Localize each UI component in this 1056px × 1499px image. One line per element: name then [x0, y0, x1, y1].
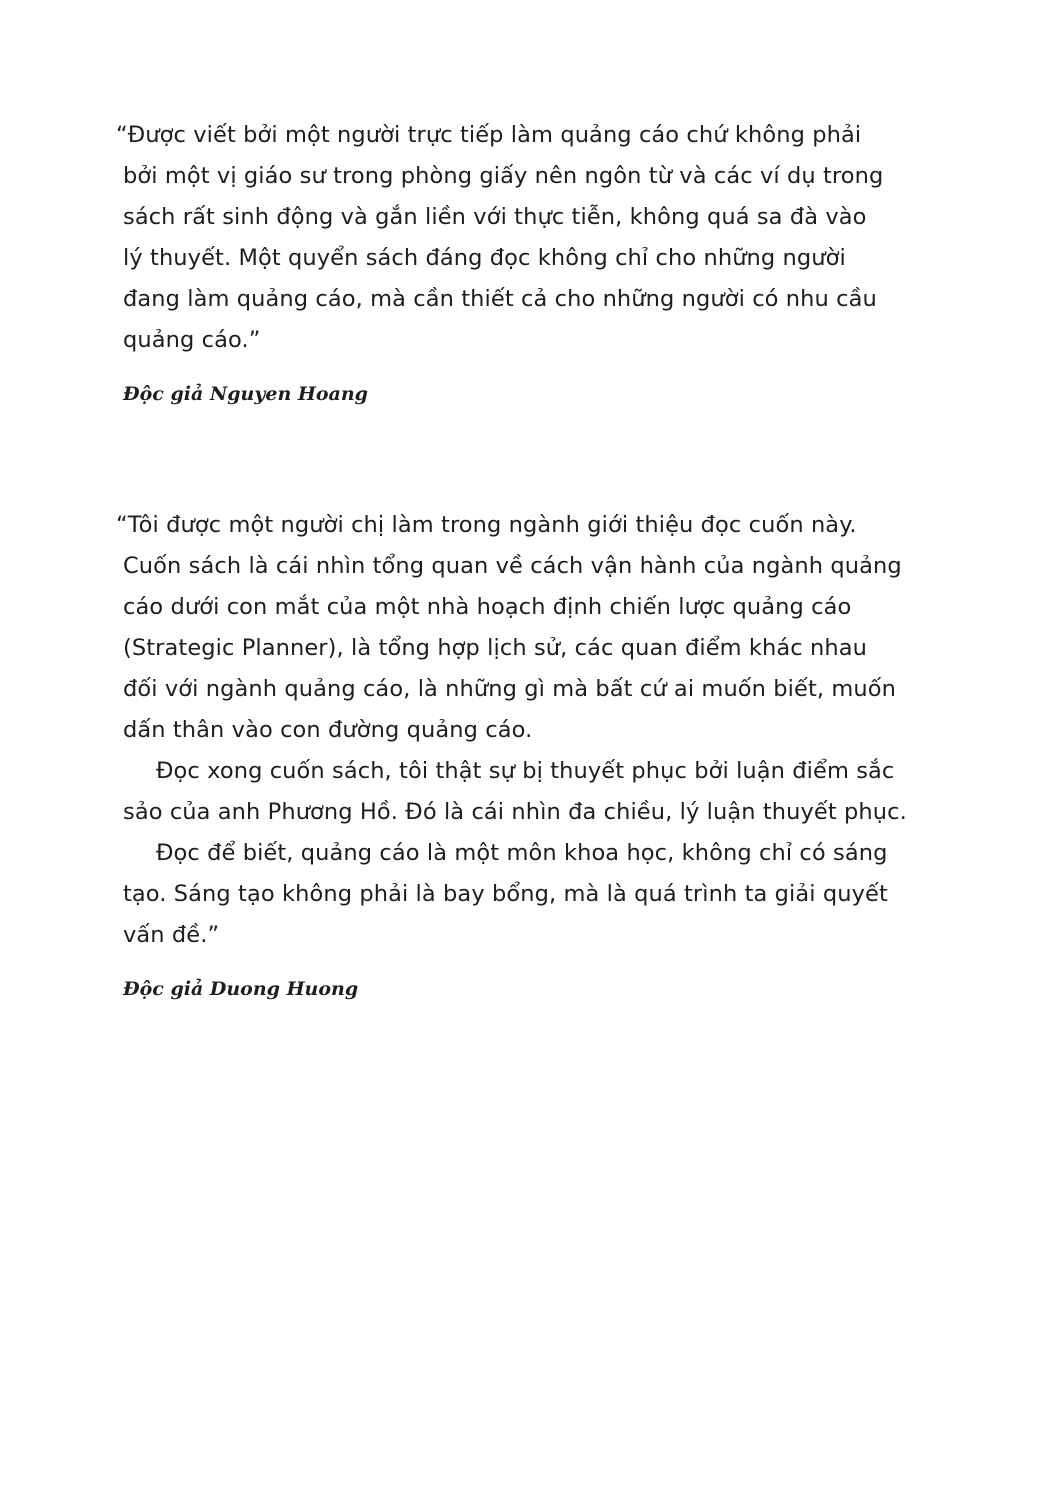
- quote-line: sách rất sinh động và gắn liền với thực tiễn, không quá sa đà vào: [123, 204, 867, 230]
- quote-line: dấn thân vào con đường quảng cáo.: [123, 717, 533, 743]
- quote-line: “Tôi được một người chị làm trong ngành giới thiệu đọc cuốn này.: [116, 512, 857, 538]
- testimonial-quote: [116, 115, 928, 361]
- quote-line: bởi một vị giáo sư trong phòng giấy nên ngôn từ và các ví dụ trong: [123, 163, 884, 189]
- testimonial-quote: [116, 505, 928, 956]
- reader-attribution: Độc giả Duong Huong: [123, 978, 359, 1000]
- quote-line: đang làm quảng cáo, mà cần thiết cả cho những người có nhu cầu: [123, 286, 877, 312]
- quote-line: Cuốn sách là cái nhìn tổng quan về cách vận hành của ngành quảng: [123, 553, 902, 579]
- quote-line: Đọc để biết, quảng cáo là một môn khoa học, không chỉ có sáng: [156, 840, 888, 866]
- quote-line: vấn đề.”: [123, 922, 220, 948]
- quote-line: sảo của anh Phương Hồ. Đó là cái nhìn đa chiều, lý luận thuyết phục.: [123, 799, 907, 825]
- quote-line: đối với ngành quảng cáo, là những gì mà bất cứ ai muốn biết, muốn: [123, 676, 896, 702]
- quote-line: cáo dưới con mắt của một nhà hoạch định chiến lược quảng cáo: [123, 594, 852, 620]
- testimonial-duong-huong: [116, 505, 928, 1002]
- testimonial-nguyen-hoang: [116, 115, 928, 407]
- quote-line: lý thuyết. Một quyển sách đáng đọc không chỉ cho những người: [123, 245, 846, 271]
- quote-line: tạo. Sáng tạo không phải là bay bổng, mà là quá trình ta giải quyết: [123, 881, 888, 907]
- quote-line: “Được viết bởi một người trực tiếp làm quảng cáo chứ không phải: [116, 122, 862, 148]
- reader-attribution: Độc giả Nguyen Hoang: [123, 383, 368, 405]
- quote-line: (Strategic Planner), là tổng hợp lịch sử, các quan điểm khác nhau: [123, 635, 867, 661]
- quote-line: quảng cáo.”: [123, 327, 261, 353]
- quote-line: Đọc xong cuốn sách, tôi thật sự bị thuyết phục bởi luận điểm sắc: [156, 758, 895, 784]
